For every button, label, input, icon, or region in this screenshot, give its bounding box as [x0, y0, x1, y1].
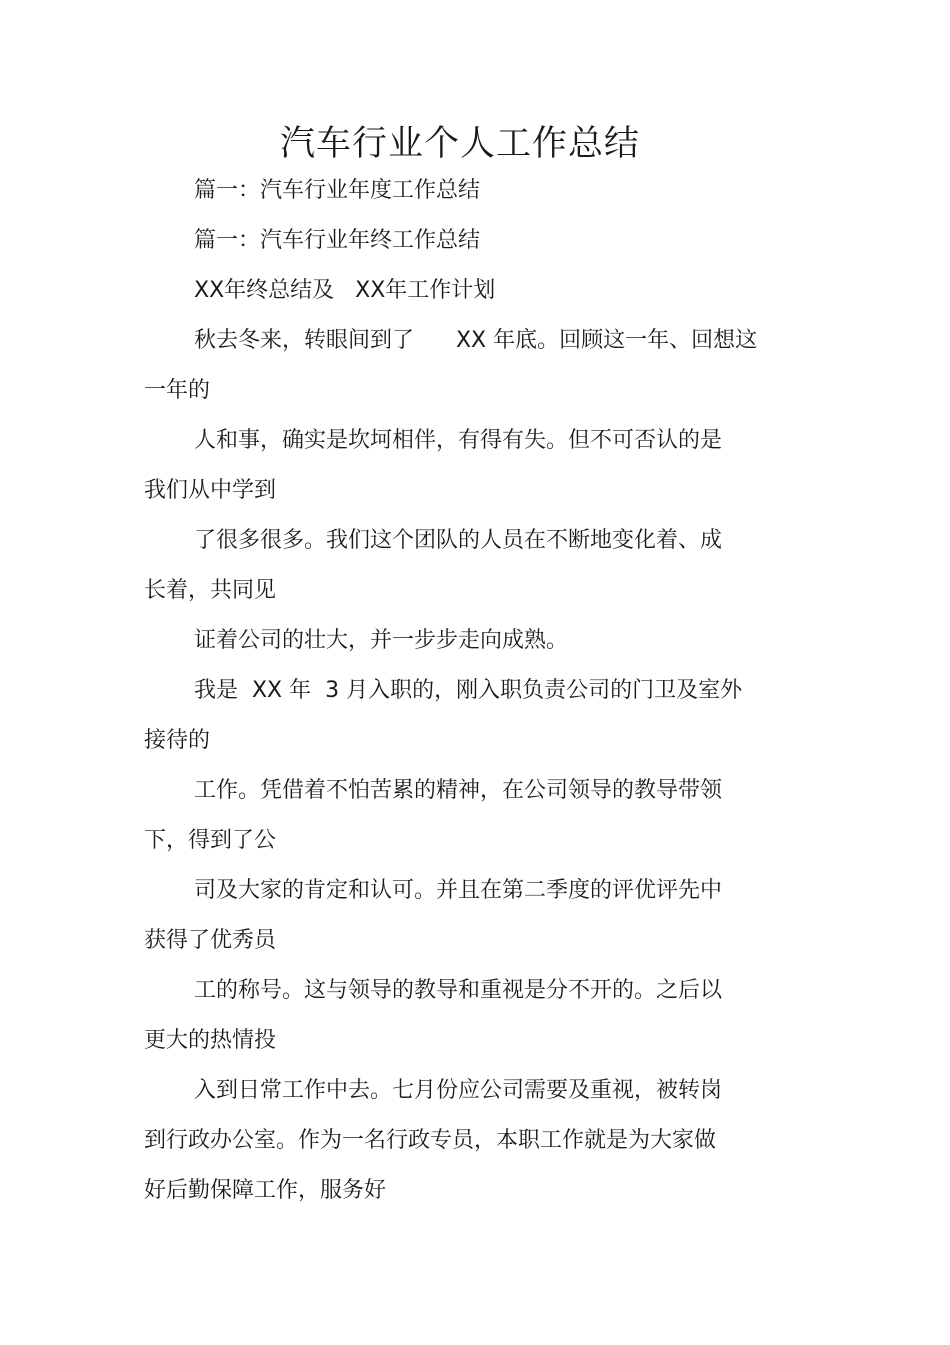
paragraph-line: 下，得到了公 — [144, 828, 277, 853]
paragraph-line: 更大的热情投 — [144, 1028, 277, 1053]
paragraph-line: 工的称号。这与领导的教导和重视是分不开的。之后以 — [194, 978, 723, 1003]
paragraph-line: 工作。凭借着不怕苦累的精神，在公司领导的教导带领 — [194, 778, 723, 803]
paragraph-line: 我们从中学到 — [144, 478, 277, 503]
paragraph-line: 一年的 — [144, 378, 211, 403]
subheading-year-end-summary: 篇一：汽车行业年终工作总结 — [194, 228, 481, 253]
paragraph-line: 入到日常工作中去。七月份应公司需要及重视，被转岗 — [194, 1078, 723, 1103]
paragraph-line: 到行政办公室。作为一名行政专员，本职工作就是为大家做 — [144, 1128, 717, 1153]
paragraph-line: 长着，共同见 — [144, 578, 277, 603]
paragraph-line: 好后勤保障工作，服务好 — [144, 1178, 387, 1203]
paragraph-line: 人和事，确实是坎坷相伴，有得有失。但不可否认的是 — [194, 428, 723, 453]
paragraph-line: 我是 XX 年 3 月入职的，刚入职负责公司的门卫及室外 — [194, 678, 743, 703]
paragraph-line: 秋去冬来，转眼间到了 XX 年底。回顾这一年、回想这 — [194, 328, 758, 353]
document-title: 汽车行业个人工作总结 — [279, 124, 640, 164]
paragraph-line: 了很多很多。我们这个团队的人员在不断地变化着、成 — [194, 528, 723, 553]
paragraph-line: 接待的 — [144, 728, 211, 753]
paragraph-line: 司及大家的肯定和认可。并且在第二季度的评优评先中 — [194, 878, 723, 903]
subheading-annual-summary: 篇一：汽车行业年度工作总结 — [194, 178, 481, 203]
paragraph-line: 证着公司的壮大，并一步步走向成熟。 — [194, 628, 569, 653]
subheading-summary-and-plan: XX年终总结及 XX年工作计划 — [194, 278, 496, 303]
paragraph-line: 获得了优秀员 — [144, 928, 277, 953]
